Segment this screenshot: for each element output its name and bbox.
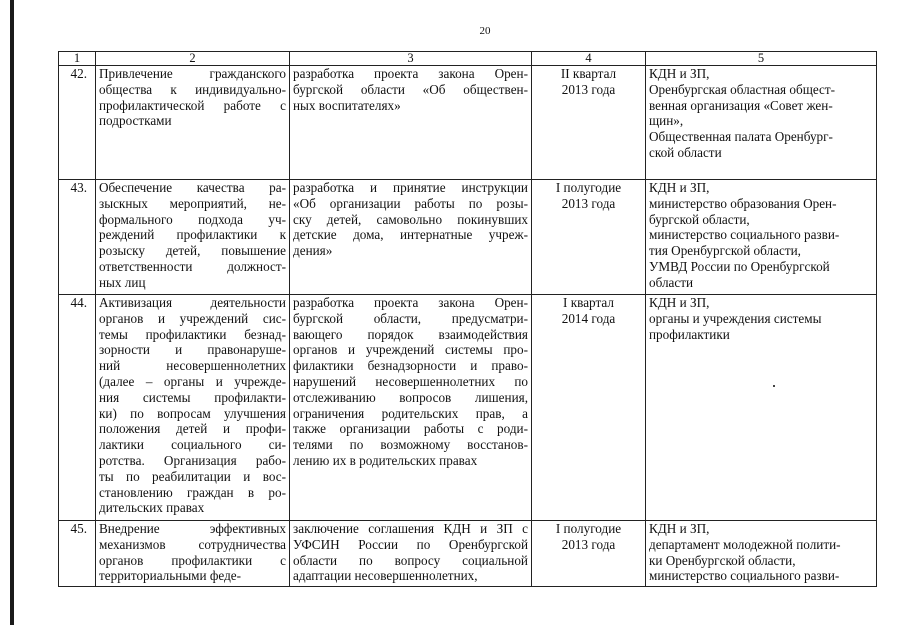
cell-text-line: УФСИН России по Оренбургской: [293, 536, 528, 552]
cell-text-line: ных лиц: [99, 274, 146, 290]
cell-text-line: бургской области,: [649, 211, 750, 227]
cell-text-line: лению их в родительских правах: [293, 452, 478, 468]
cell-text-line: ограничения родительских прав, а: [293, 405, 528, 421]
cell-text-line: положения детей и профи-: [99, 421, 286, 437]
plan-table: [58, 51, 877, 587]
cell-text-line: I полугодие: [555, 521, 622, 536]
cell-text-line: формального подхода уч-: [99, 211, 286, 227]
cell-deadline: [532, 66, 646, 180]
cell-text-line: зыскных мероприятий, не-: [99, 195, 286, 211]
cell-text-line: II квартал: [560, 66, 617, 81]
cell-text-line: разработка проекта закона Орен-: [293, 295, 528, 310]
cell-text-line: адаптации несовершеннолетних,: [293, 568, 478, 584]
cell-text-line: детские дома, интернатные учреж-: [293, 227, 528, 243]
cell-activity: [96, 180, 290, 295]
cell-text-line: зорности и правонаруше-: [99, 342, 286, 358]
header-col-1: 1: [59, 52, 96, 66]
cell-text-line: ответственности должност-: [99, 258, 286, 274]
cell-text-line: территориальными феде-: [99, 568, 242, 584]
cell-deadline: [532, 180, 646, 295]
cell-text-line: органов и учреждений системы про-: [293, 342, 528, 358]
cell-number: 43.: [59, 180, 96, 295]
cell-measure: [290, 180, 532, 295]
cell-activity: [96, 66, 290, 180]
header-col-4: 4: [532, 52, 646, 66]
cell-text-line: ки Оренбургской области,: [649, 552, 796, 568]
table-header-row: [59, 52, 877, 66]
cell-text-line: бургской области, предусматри-: [293, 310, 528, 326]
cell-text-line: нарушений несовершеннолетних по: [293, 373, 528, 389]
cell-text-line: ской области: [649, 144, 722, 160]
cell-responsible: [646, 295, 877, 521]
cell-activity: [96, 295, 290, 521]
cell-text-line: (далее – органы и учрежде-: [99, 373, 286, 389]
cell-text-line: ных воспитателях»: [293, 97, 401, 113]
table-row: [59, 521, 877, 587]
cell-text-line: заключение соглашения КДН и ЗП с: [293, 521, 528, 536]
cell-text-line: розыску детей, повышение: [99, 243, 286, 259]
cell-measure: [290, 521, 532, 587]
cell-text-line: Общественная палата Оренбург-: [649, 129, 833, 145]
cell-text-line: КДН и ЗП,: [649, 66, 710, 81]
cell-text-line: УМВД России по Оренбургской: [649, 258, 830, 274]
cell-text-line: бургской области «Об обществен-: [293, 81, 528, 97]
cell-text-line: общества к индивидуально-: [99, 81, 286, 97]
cell-responsible: [646, 66, 877, 180]
cell-text-line: венная организация «Совет жен-: [649, 97, 833, 113]
cell-text-line: телями по возможному восстанов-: [293, 437, 528, 453]
cell-text-line: органов профилактики с: [99, 552, 286, 568]
cell-text-line: дительских правах: [99, 500, 205, 516]
cell-text-line: дения»: [293, 243, 333, 259]
cell-text-line: I квартал: [563, 295, 614, 310]
cell-text-line: становлению граждан в ро-: [99, 484, 286, 500]
cell-text-line: 2013 года: [561, 195, 616, 211]
header-col-3: 3: [290, 52, 532, 66]
cell-text-line: щин»,: [649, 113, 684, 129]
cell-text-line: департамент молодежной полити-: [649, 536, 841, 552]
cell-text-line: Обеспечение качества ра-: [99, 180, 286, 195]
header-col-2: 2: [96, 52, 290, 66]
cell-text-line: ску детей, самовольно покинувших: [293, 211, 528, 227]
cell-number: 45.: [59, 521, 96, 587]
cell-text-line: механизмов сотрудничества: [99, 536, 286, 552]
cell-text-line: Привлечение гражданского: [99, 66, 286, 81]
cell-text-line: вающего порядок взаимодействия: [293, 326, 528, 342]
cell-text-line: ты по реабилитации и вос-: [99, 468, 286, 484]
cell-text-line: реждений профилактики к: [99, 227, 286, 243]
cell-text-line: 2014 года: [561, 310, 616, 326]
cell-text-line: отслеживанию вопросов лишения,: [293, 389, 528, 405]
cell-text-line: органы и учреждения системы: [649, 310, 822, 326]
cell-activity: [96, 521, 290, 587]
cell-text-line: министерство образования Орен-: [649, 195, 837, 211]
cell-text-line: КДН и ЗП,: [649, 295, 710, 310]
cell-text-line: разработка проекта закона Орен-: [293, 66, 528, 81]
cell-text-line: I полугодие: [555, 180, 622, 195]
table-row: [59, 180, 877, 295]
table-row: [59, 66, 877, 180]
cell-number: 42.: [59, 66, 96, 180]
cell-deadline: [532, 295, 646, 521]
cell-text-line: области: [649, 274, 694, 290]
cell-text-line: Внедрение эффективных: [99, 521, 286, 536]
cell-number: 44.: [59, 295, 96, 521]
cell-text-line: министерство социального разви-: [649, 568, 840, 584]
cell-text-line: ки) по вопросам улучшения: [99, 405, 286, 421]
cell-text-line: КДН и ЗП,: [649, 180, 710, 195]
cell-responsible: [646, 180, 877, 295]
cell-responsible: [646, 521, 877, 587]
cell-text-line: министерство социального разви-: [649, 227, 840, 243]
cell-text-line: также организации работы с роди-: [293, 421, 528, 437]
cell-text-line: филактики безнадзорности и право-: [293, 358, 528, 374]
page-number: 20: [479, 25, 491, 37]
cell-text-line: лактики социального си-: [99, 437, 286, 453]
cell-text-line: Активизация деятельности: [99, 295, 286, 310]
cell-text-line: ротства. Организация рабо-: [99, 452, 286, 468]
cell-text-line: ний несовершеннолетних: [99, 358, 286, 374]
cell-measure: [290, 295, 532, 521]
cell-text-line: подростками: [99, 113, 172, 129]
cell-text-line: 2013 года: [561, 536, 616, 552]
cell-text-line: ния системы профилакти-: [99, 389, 286, 405]
cell-text-line: КДН и ЗП,: [649, 521, 710, 536]
cell-text-line: области по вопросу социальной: [293, 552, 528, 568]
cell-text-line: темы профилактики безнад-: [99, 326, 286, 342]
table-row: [59, 295, 877, 521]
cell-text-line: органов и учреждений сис-: [99, 310, 286, 326]
cell-text-line: 2013 года: [561, 81, 616, 97]
cell-text-line: разработка и принятие инструкции: [293, 180, 528, 195]
cell-text-line: «Об организации работы по розы-: [293, 195, 528, 211]
cell-text-line: тия Оренбургской области,: [649, 243, 801, 259]
cell-deadline: [532, 521, 646, 587]
cell-text-line: Оренбургская областная общест-: [649, 81, 836, 97]
cell-measure: [290, 66, 532, 180]
left-margin-bar: [10, 0, 14, 625]
cell-text-line: профилактической работе с: [99, 97, 286, 113]
header-col-5: 5: [646, 52, 877, 66]
scan-speck: [773, 385, 775, 387]
cell-text-line: профилактики: [649, 326, 730, 342]
